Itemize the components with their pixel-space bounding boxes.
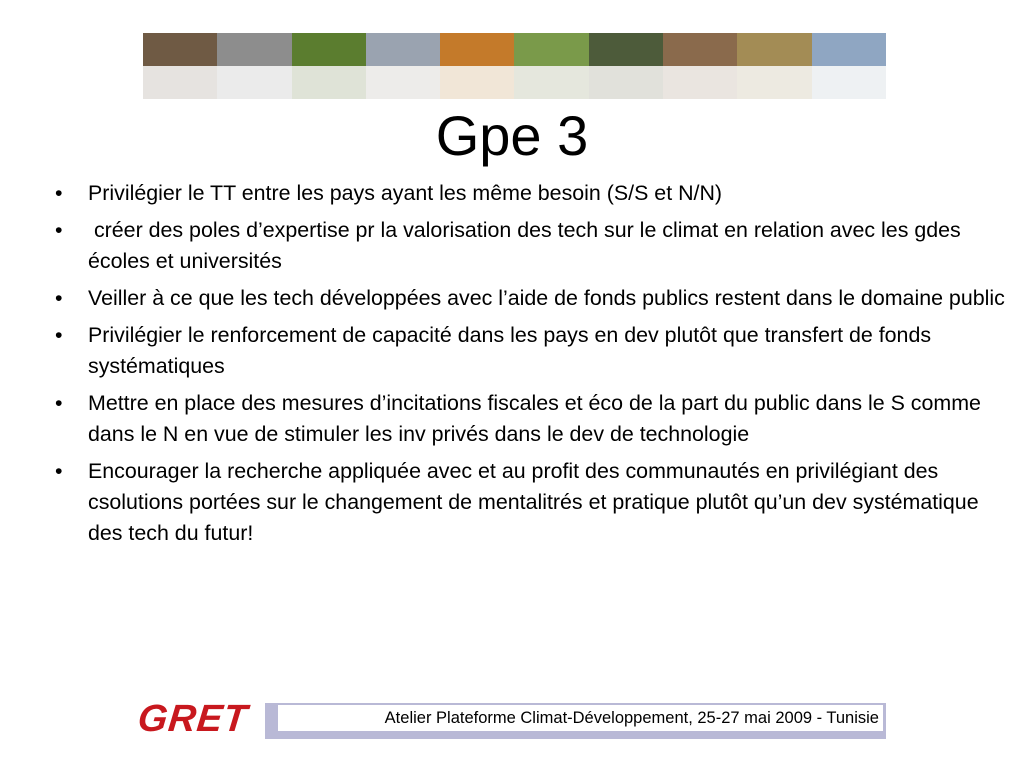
photo-water-tap-icon <box>217 33 291 99</box>
bullet-item <box>55 215 1015 277</box>
photo-sacks-icon <box>143 33 217 99</box>
bullet-dot-icon: • <box>55 391 63 415</box>
photo-cattle-icon <box>589 33 663 99</box>
bullet-text: Mettre en place des mesures d’incitations fiscales et éco de la part du public dans le S comme dans le N en vue de stimuler les inv privés dans le dev de technologie <box>88 391 987 446</box>
photo-grain-icon <box>440 33 514 99</box>
bullet-item <box>55 320 1015 382</box>
photo-windmill-icon <box>812 33 886 99</box>
bullet-item <box>55 178 1015 209</box>
photo-grass-roof-icon <box>737 33 811 99</box>
gret-logo: GRET <box>135 698 250 740</box>
bullet-text: créer des poles d’expertise pr la valorisation des tech sur le climat en relation avec les gdes écoles et universités <box>88 218 967 273</box>
bullet-item <box>55 388 1015 450</box>
bullet-dot-icon: • <box>55 218 63 242</box>
bullet-dot-icon: • <box>55 459 63 483</box>
bullet-dot-icon: • <box>55 181 63 205</box>
photo-banner <box>143 33 886 99</box>
bullet-text: Encourager la recherche appliquée avec et au profit des communautés en privilégiant des csolutions portées sur le changement de mentalitrés et pratique plutôt qu’un dev systématique des tech du futur! <box>88 459 985 545</box>
slide-title: Gpe 3 <box>435 104 589 167</box>
bullet-item <box>55 456 1015 549</box>
footer-caption: Atelier Plateforme Climat-Développement, 25-27 mai 2009 - Tunisie <box>278 705 883 731</box>
bullet-text: Privilégier le TT entre les pays ayant les même besoin (S/S et N/N) <box>88 181 723 205</box>
bullet-text: Veiller à ce que les tech développées avec l’aide de fonds publics restent dans le domaine public <box>88 286 1005 310</box>
bullet-text: Privilégier le renforcement de capacité dans les pays en dev plutôt que transfert de fonds systématiques <box>88 323 937 378</box>
photo-hut-icon <box>663 33 737 99</box>
photo-leaves-icon <box>292 33 366 99</box>
bullet-item <box>55 283 1015 314</box>
bullet-dot-icon: • <box>55 286 63 310</box>
bullet-list <box>55 178 1015 555</box>
photo-field-icon <box>514 33 588 99</box>
bullet-dot-icon: • <box>55 323 63 347</box>
photo-sky-structure-icon <box>366 33 440 99</box>
